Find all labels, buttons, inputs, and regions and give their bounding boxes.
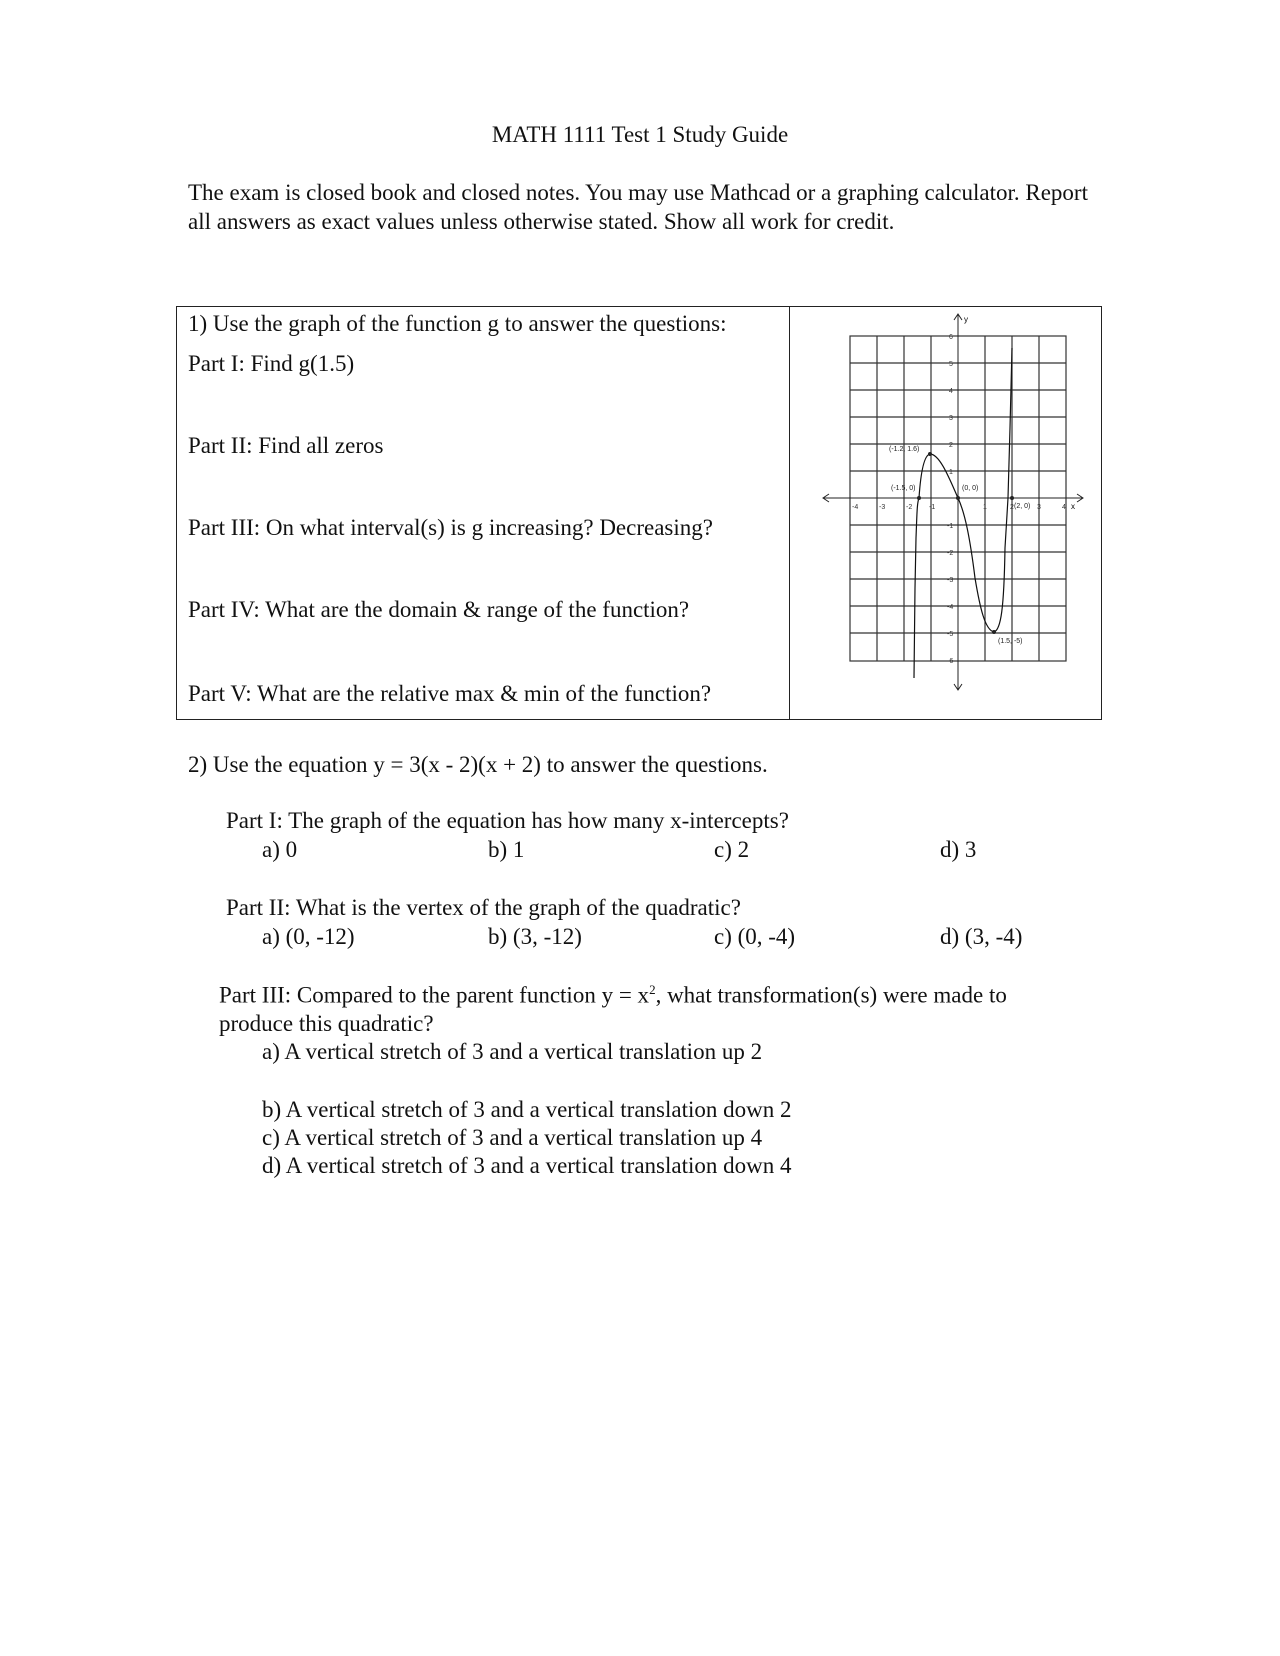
exponent: 2 — [649, 982, 656, 997]
q1-prompt: 1) Use the graph of the function g to answer the questions: — [188, 311, 727, 336]
table-divider — [789, 307, 790, 719]
point-marker — [992, 630, 996, 634]
point-label: (2, 0) — [1014, 503, 1031, 510]
y-tick-label: 5 — [949, 361, 953, 368]
q2-part3-option-b: b) A vertical stretch of 3 and a vertical translation down 2 — [262, 1097, 792, 1122]
q2-part2-option-d: d) (3, -4) — [940, 924, 1023, 949]
point-label: (-1.5, 0) — [891, 485, 916, 492]
x-tick-label: -3 — [879, 504, 886, 511]
q2-part3-option-d: d) A vertical stretch of 3 and a vertical translation down 4 — [262, 1153, 792, 1178]
x-axis-label: x — [1071, 502, 1075, 511]
x-tick-label: 3 — [1037, 504, 1041, 511]
y-tick-label: 2 — [949, 442, 953, 449]
y-tick-label: -6 — [947, 658, 954, 665]
y-axis-label: y — [964, 315, 968, 324]
y-tick-label: 3 — [949, 415, 953, 422]
q2-part3-question-post: , what transformation(s) were made to — [655, 982, 1007, 1008]
q2-part2-question: Part II: What is the vertex of the graph of the quadratic? — [226, 895, 741, 920]
x-tick-label: 4 — [1062, 504, 1066, 511]
q2-part2-option-c: c) (0, -4) — [714, 924, 796, 949]
x-tick-label: 1 — [983, 504, 987, 511]
y-tick-label: 4 — [949, 388, 953, 395]
q2-part1-question: Part I: The graph of the equation has how many x-intercepts? — [226, 808, 789, 833]
q2-part2-option-b: b) (3, -12) — [488, 924, 582, 949]
q2-part3-question-pre: Part III: Compared to the parent function y = x — [219, 982, 650, 1008]
point-marker — [917, 496, 921, 500]
q2-part1-option-c: c) 2 — [714, 837, 750, 862]
q2-part3-question-line2: produce this quadratic? — [219, 1011, 434, 1036]
x-tick-label: 2 — [1010, 504, 1014, 511]
q1-part-2: Part II: Find all zeros — [188, 433, 384, 458]
y-tick-label: -4 — [947, 604, 954, 611]
y-tick-label: -2 — [947, 550, 954, 557]
page-title: MATH 1111 Test 1 Study Guide — [491, 122, 789, 147]
point-label: (0, 0) — [962, 485, 979, 492]
x-tick-label: -4 — [852, 504, 859, 511]
y-tick-label: -5 — [947, 631, 954, 638]
q2-part1-option-a: a) 0 — [262, 837, 298, 862]
y-tick-label: 1 — [949, 469, 953, 476]
point-marker — [928, 452, 932, 456]
x-tick-label: -2 — [906, 504, 913, 511]
x-tick-label: -1 — [929, 504, 936, 511]
point-label: (1.5, -5) — [998, 638, 1023, 645]
point-marker — [1010, 496, 1014, 500]
q2-part1-option-b: b) 1 — [488, 837, 525, 862]
q1-part-5: Part V: What are the relative max & min of the function? — [188, 681, 712, 706]
y-tick-label: -3 — [947, 577, 954, 584]
q2-part3-option-c: c) A vertical stretch of 3 and a vertical translation up 4 — [262, 1125, 763, 1150]
intro-paragraph: The exam is closed book and closed notes. You may use Mathcad or a graphing calculator. Report all answers as exact values unless otherwise stated. Show all work for credit. — [188, 180, 1088, 234]
q2-part3-question — [219, 982, 1007, 1009]
function-curve — [914, 348, 1012, 678]
q1-part-3: Part III: On what interval(s) is g increasing? Decreasing? — [188, 515, 713, 540]
y-tick-label: 6 — [949, 334, 953, 341]
q2-part3-option-a: a) A vertical stretch of 3 and a vertical translation up 2 — [262, 1039, 763, 1064]
point-marker — [956, 496, 960, 500]
q2-prompt: 2) Use the equation y = 3(x - 2)(x + 2) to answer the questions. — [188, 752, 768, 777]
function-graph — [805, 308, 1095, 698]
q2-part1-option-d: d) 3 — [940, 837, 977, 862]
point-label: (-1.2, 1.6) — [889, 446, 920, 453]
q1-part-1: Part I: Find g(1.5) — [188, 351, 355, 376]
q2-part2-option-a: a) (0, -12) — [262, 924, 355, 949]
y-tick-label: -1 — [947, 523, 954, 530]
q1-part-4: Part IV: What are the domain & range of the function? — [188, 597, 690, 622]
